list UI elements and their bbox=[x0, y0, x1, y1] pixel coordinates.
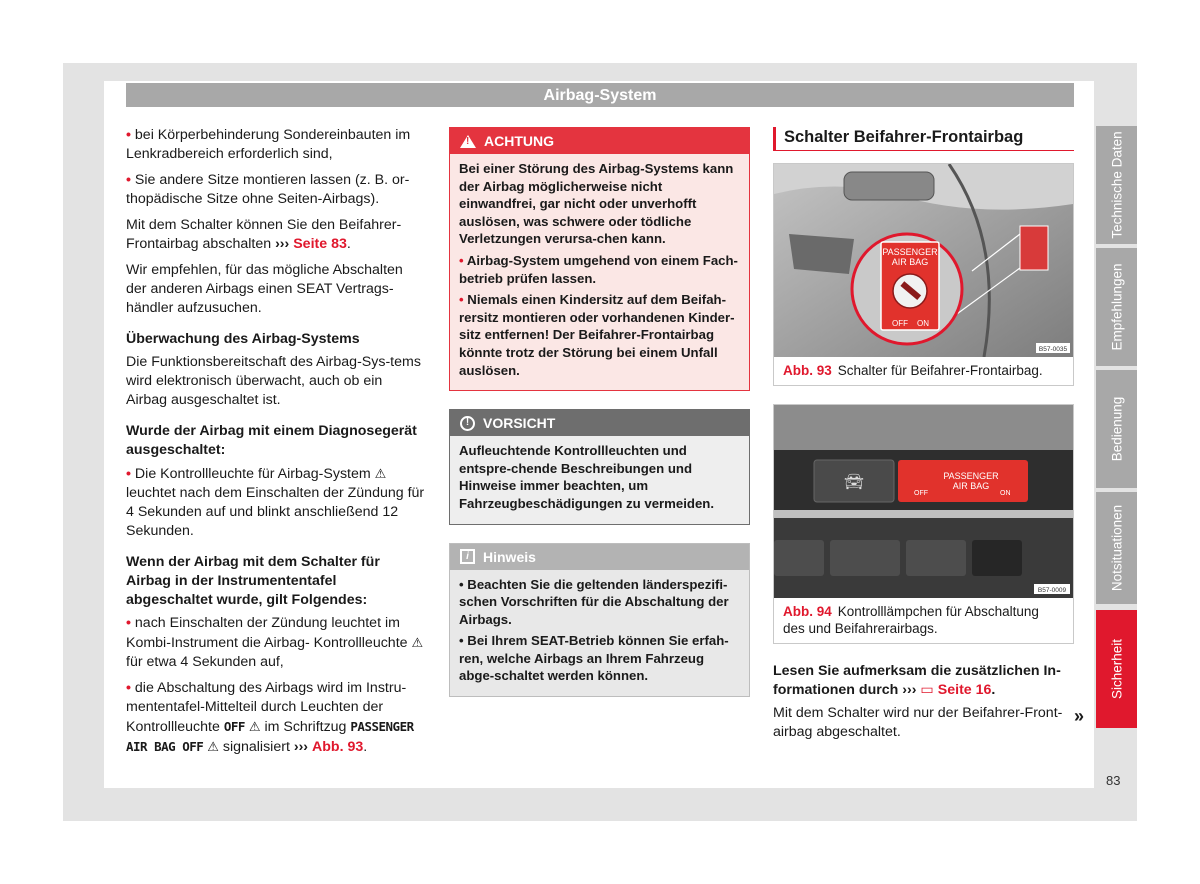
figure-link[interactable]: Abb. 93 bbox=[311, 739, 364, 755]
paragraph: Wir empfehlen, für das mögliche Abschalten der anderen Airbags einen SEAT Vertrags-händler aufzusuchen. bbox=[126, 262, 403, 316]
read-more-note: Lesen Sie aufmerksam die zusätzlichen In-formationen durch ››› ▭ Seite 16. bbox=[773, 663, 1061, 698]
bullet-item: • nach Einschalten der Zündung leuchtet im Kombi-Instrument die Airbag- Kontrollleuchte ⚠︎ für etwa 4 Sekunden auf, bbox=[126, 615, 424, 670]
page-link[interactable]: Seite 16 bbox=[937, 682, 992, 698]
info-icon: i bbox=[460, 549, 475, 564]
caution-box bbox=[449, 409, 750, 524]
figure-caption: Abb. 93 Schalter für Beifahrer-Frontairbag. bbox=[783, 363, 1043, 378]
caution-box-header: ! VORSICHT bbox=[450, 410, 749, 436]
bullet-item: • die Abschaltung des Airbags wird im Instru-mententafel-Mittelteil durch Leuchten der Kontrollleuchte OFF ⚠︎ im Schriftzug PASSENGER AIR BAG OFF ⚠︎ signalisiert ››› Abb. 93. bbox=[126, 680, 414, 755]
airbag-warning-icon: ⚠︎ bbox=[374, 466, 387, 481]
indicator-lamp-illustration bbox=[774, 405, 1073, 598]
paragraph: Mit dem Schalter wird nur der Beifahrer-Front-airbag abgeschaltet. bbox=[773, 705, 1063, 740]
book-icon: ▭ bbox=[920, 682, 934, 698]
note-box-header: i Hinweis bbox=[450, 544, 749, 570]
page-number: 83 bbox=[1106, 773, 1121, 788]
airbag-switch-illustration bbox=[774, 164, 1073, 357]
bullet-item: • Sie andere Sitze montieren lassen (z. B. or-thopädische Sitze ohne Seiten-Airbags). bbox=[126, 172, 410, 207]
figure-code: B57-0035 bbox=[1038, 346, 1068, 353]
paragraph: Mit dem Schalter können Sie den Beifahrer-Frontairbag abschalten ››› Seite 83. bbox=[126, 217, 402, 252]
warning-box bbox=[449, 127, 750, 391]
tab-sicherheit[interactable]: Sicherheit bbox=[1096, 610, 1137, 728]
figure-caption: Abb. 94 Kontrolllämpchen für Abschaltung des und Beifahrerairbags. bbox=[783, 604, 1039, 636]
airbag-off-icon: ⚠︎ bbox=[248, 719, 261, 734]
warning-triangle-icon bbox=[460, 135, 476, 148]
airbag-off-icon: ⚠︎ bbox=[207, 739, 219, 754]
lamp-on-label: ON bbox=[1000, 490, 1011, 497]
switch-label-2: AIR BAG bbox=[891, 257, 929, 267]
figure-94 bbox=[773, 404, 1074, 644]
bullet-item: • bei Körperbehinderung Sondereinbauten im Lenkradbereich erforderlich sind, bbox=[126, 127, 411, 162]
caution-box-body: Aufleuchtende Kontrollleuchten und entspre-chende Beschreibungen und Hinweise immer beachten, um Fahrzeugbeschädigungen zu vermeiden. bbox=[459, 443, 715, 511]
switch-label-1: PASSENGER bbox=[882, 247, 938, 257]
section-title: Schalter Beifahrer-Frontairbag bbox=[773, 127, 1074, 151]
subheading: Überwachung des Airbag-Systems bbox=[126, 331, 360, 347]
caution-icon: ! bbox=[460, 416, 475, 431]
page-link[interactable]: Seite 83 bbox=[293, 236, 347, 252]
warning-box-header: ! ACHTUNG bbox=[450, 128, 749, 154]
continue-mark: » bbox=[1074, 706, 1085, 726]
svg-text:🚘︎: 🚘︎ bbox=[843, 472, 865, 491]
switch-on-label: ON bbox=[917, 319, 929, 328]
column-left bbox=[126, 126, 426, 764]
airbag-warning-icon: ⚠︎ bbox=[411, 635, 424, 650]
figure-code: B57-0009 bbox=[1037, 587, 1067, 594]
tab-technische-daten[interactable]: Technische Daten bbox=[1096, 126, 1137, 244]
paragraph: Die Funktionsbereitschaft des Airbag-Sys-tems wird elektronisch überwacht, auch ob ein Airbag ausgeschaltet ist. bbox=[126, 354, 421, 408]
subheading: Wurde der Airbag mit einem Diagnosegerät ausgeschaltet: bbox=[126, 423, 417, 458]
column-right bbox=[773, 127, 1074, 749]
bullet-item: • Die Kontrollleuchte für Airbag-System ⚠︎ leuchtet nach dem Einschalten der Zündung für 4 Sekunden auf und blinkt anschließend 12 Sekunden. bbox=[126, 466, 425, 539]
page-header: Airbag-System bbox=[126, 83, 1074, 107]
tab-bedienung[interactable]: Bedienung bbox=[1096, 370, 1137, 488]
tab-notsituationen[interactable]: Notsituationen bbox=[1096, 492, 1137, 604]
column-middle bbox=[449, 127, 750, 715]
warning-box-body: Bei einer Störung des Airbag-Systems kann der Airbag möglicherweise nicht einwandfrei, gar nicht oder unverhofft auslösen, was schwere oder tödliche Verletzungen verursa-chen kann. • Airbag-System umgehend von einem Fach-betrieb prüfen lassen. • Niemals einen Kindersitz auf dem Beifah-rersitz montieren oder vorhandenen Kinder-sitz entfernen! Der Beifahrer-Frontairbag könnte trotz der Störung bei einem Unfall auslösen. bbox=[459, 161, 738, 378]
lamp-label-2: AIR BAG bbox=[952, 481, 990, 491]
figure-93 bbox=[773, 163, 1074, 386]
switch-off-label: OFF bbox=[892, 319, 908, 328]
note-box bbox=[449, 543, 750, 698]
tab-empfehlungen[interactable]: Empfehlungen bbox=[1096, 248, 1137, 366]
subheading: Wenn der Airbag mit dem Schalter für Airbag in der Instrumententafel abgeschaltet wurde, gilt Folgendes: bbox=[126, 554, 380, 608]
lamp-off-label: OFF bbox=[914, 490, 928, 497]
note-box-body: • Beachten Sie die geltenden länderspezifi-schen Vorschriften für die Abschaltung der Airbags. • Bei Ihrem SEAT-Betrieb können Sie erfah-ren, welche Airbags an Ihrem Fahrzeug abge-schaltet werden können. bbox=[459, 576, 729, 684]
lamp-label-1: PASSENGER bbox=[943, 471, 999, 481]
